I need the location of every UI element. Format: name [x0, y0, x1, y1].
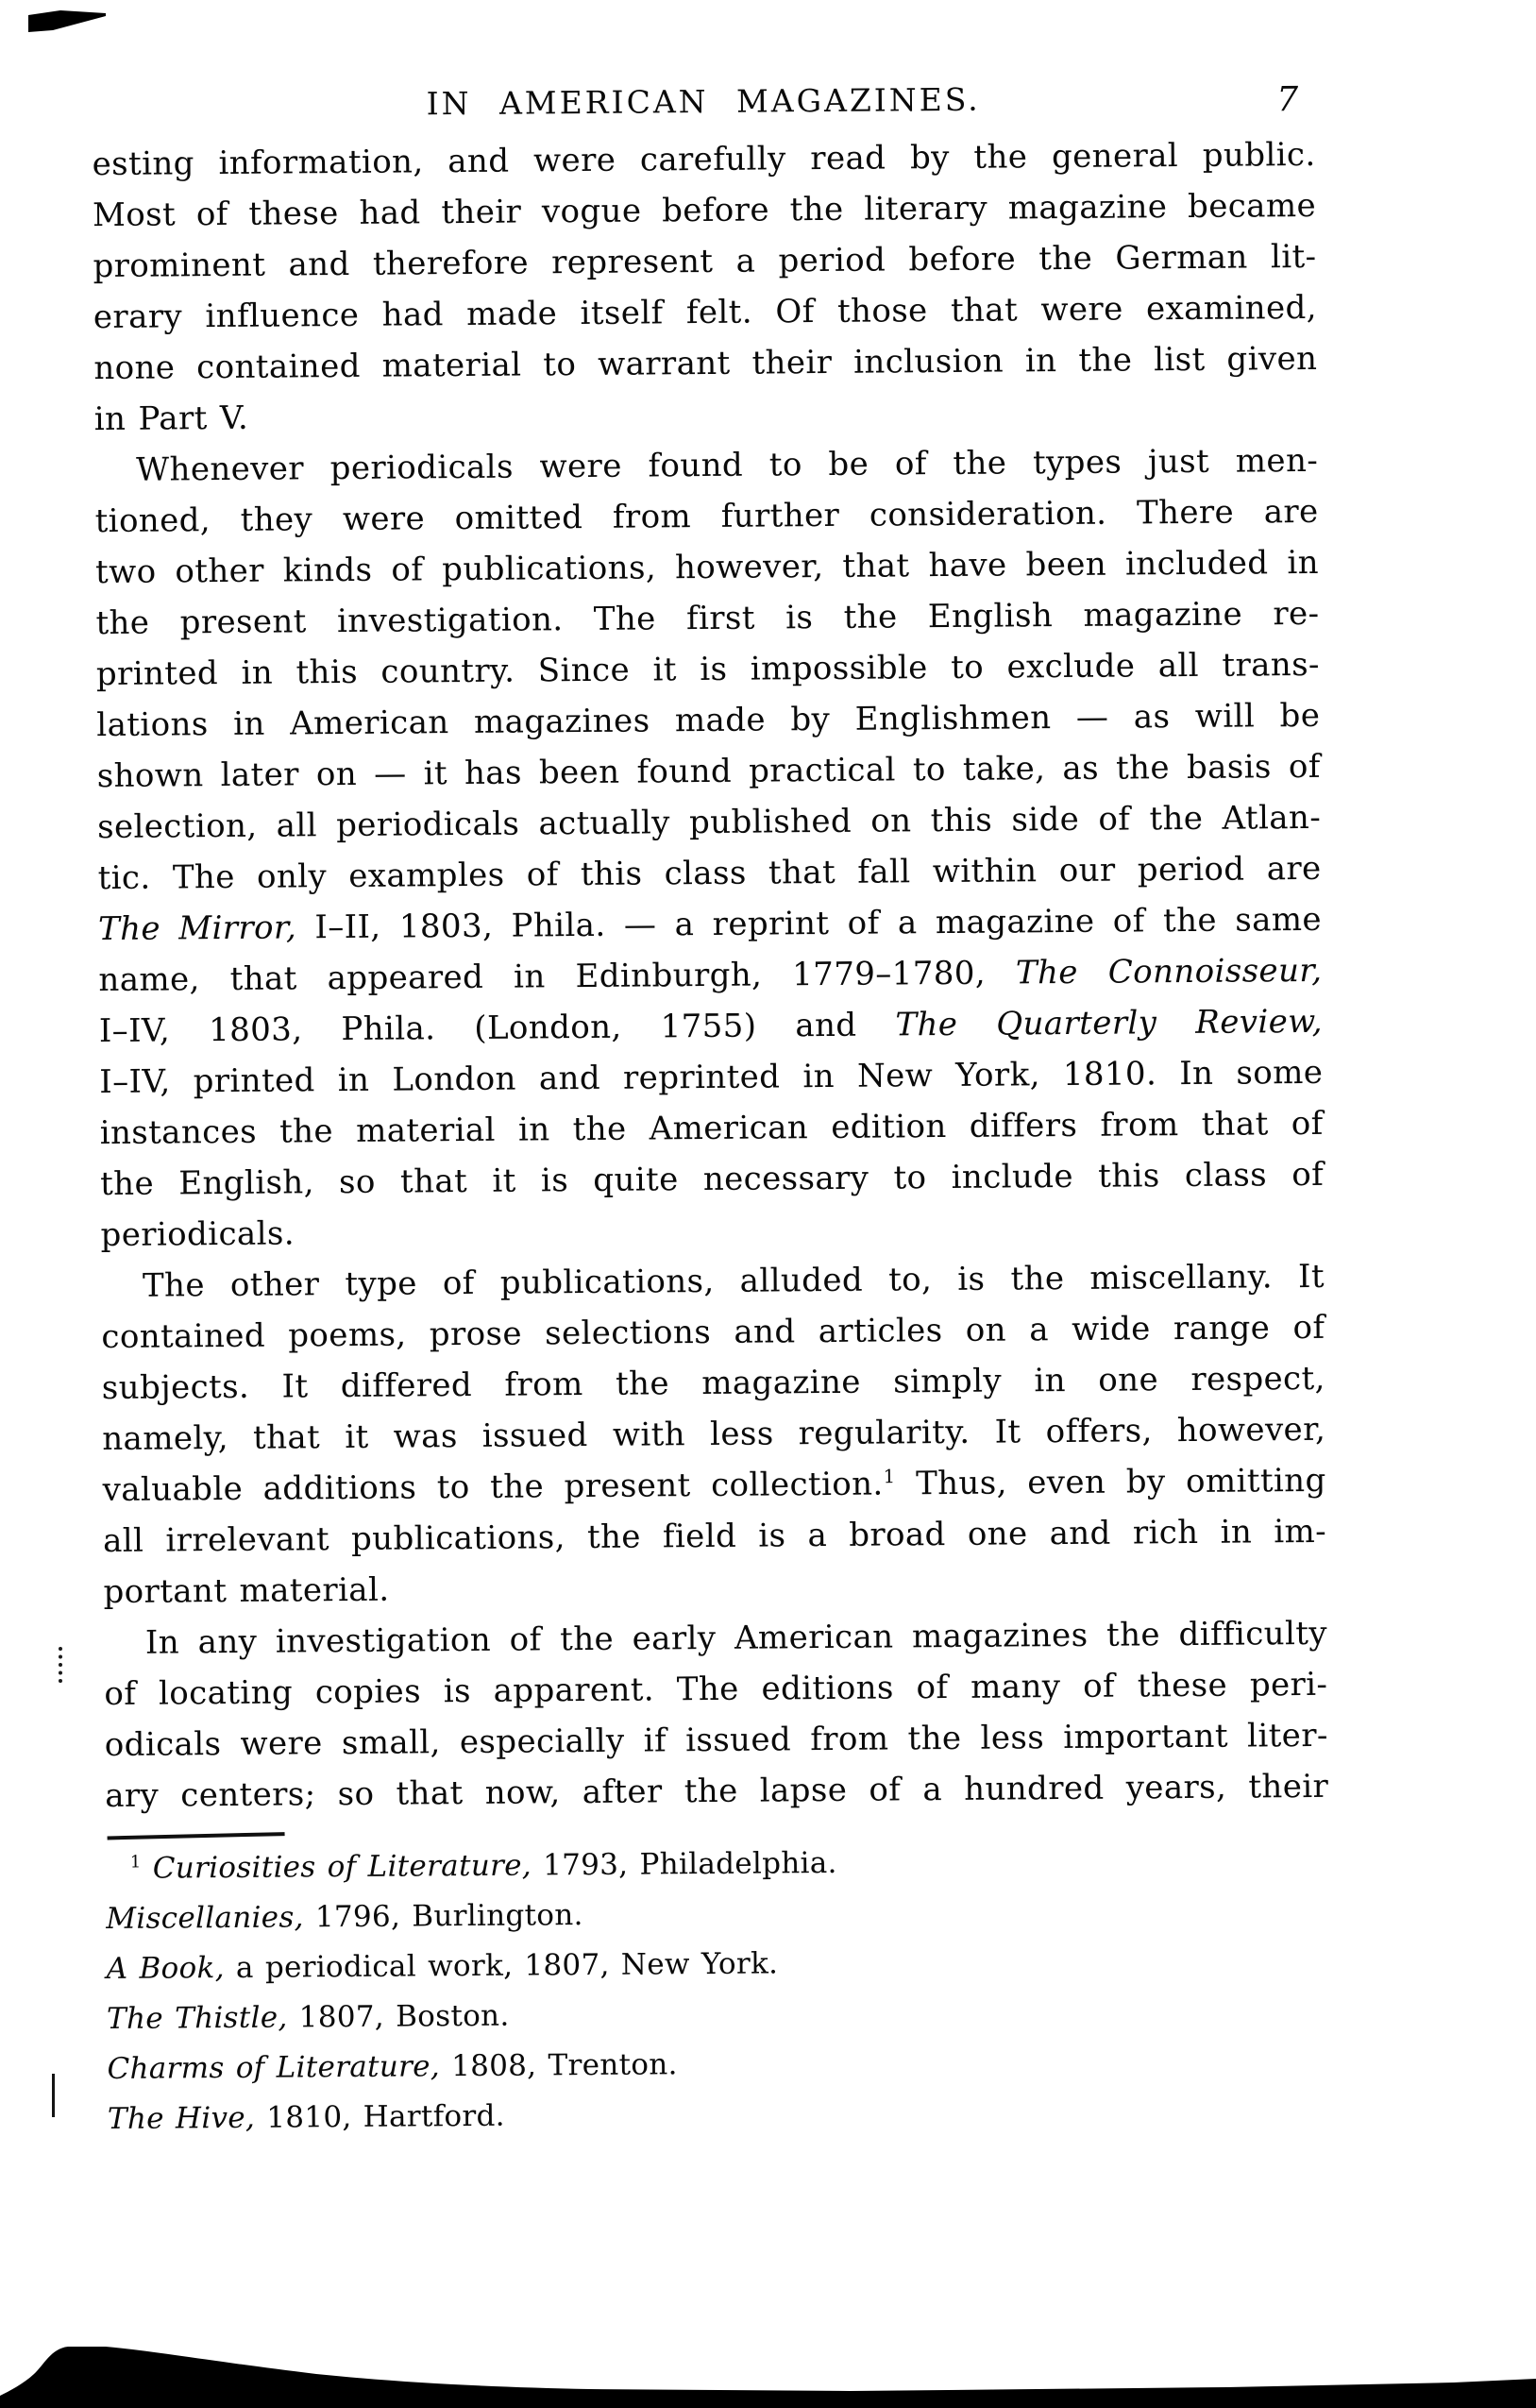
text-run: selection, all periodicals actually published on this side of the Atlan-: [97, 798, 1322, 847]
work-title: Curiosities of Literature,: [152, 1848, 532, 1886]
work-title: The Quarterly Review,: [895, 1002, 1323, 1044]
text-run: 1807, Boston.: [287, 1998, 510, 2035]
text-run: ary centers; so that now, after the lapse of a hundred years, their: [105, 1767, 1329, 1816]
text-run: none contained material to warrant their inclusion in the list given: [93, 339, 1318, 388]
text-run: Thus, even by omitting: [895, 1461, 1326, 1503]
text-run: 1808, Trenton.: [439, 2047, 678, 2084]
paragraph: [104, 1608, 1329, 1822]
text-line: [100, 1149, 1324, 1210]
paragraph: [101, 1251, 1327, 1618]
text-run: esting information, and were carefully read by the general public.: [92, 135, 1316, 184]
work-title: The Connoisseur,: [1015, 951, 1323, 992]
text-run: a periodical work, 1807, New York.: [224, 1946, 779, 1986]
text-run: shown later on — it has been found practical to take, as the basis of: [96, 747, 1321, 796]
text-run: tioned, they were omitted from further consideration. There are: [94, 492, 1319, 541]
footnote: [106, 1835, 1331, 2145]
work-title: Charms of Literature,: [107, 2049, 441, 2087]
page-header: [92, 76, 1315, 129]
text-run: erary influence had made itself felt. Of those that were examined,: [93, 288, 1318, 337]
text-run: 1793, Philadelphia.: [531, 1845, 837, 1883]
work-title: The Thistle,: [106, 2000, 288, 2037]
page-content: [92, 76, 1331, 2145]
footnote-rule: [108, 1832, 285, 1840]
text-run: prominent and therefore represent a period before the German lit-: [93, 237, 1317, 286]
text-run: The other type of publications, alluded to, is the miscellany. It: [142, 1257, 1325, 1305]
text-run: all irrelevant publications, the field is a broad one and rich in im-: [102, 1512, 1327, 1561]
text-run: in Part V.: [93, 399, 249, 439]
text-run: name, that appeared in Edinburgh, 1779–1780,: [98, 954, 1017, 1000]
paragraph: [92, 129, 1318, 445]
page-body: [92, 129, 1328, 1822]
text-run: namely, that it was issued with less regularity. It offers, however,: [102, 1410, 1326, 1459]
text-run: I–IV, printed in London and reprinted in New York, 1810. In some: [99, 1053, 1324, 1102]
text-line: [103, 1506, 1326, 1567]
text-run: portant material.: [103, 1570, 390, 1612]
text-run: I–IV, 1803, Phila. (London, 1755) and: [98, 1006, 896, 1051]
text-run: I–II, 1803, Phila. — a reprint of a magazine of the same: [295, 900, 1323, 947]
text-run: [141, 1852, 152, 1886]
text-run: subjects. It differed from the magazine simply in one respect,: [101, 1359, 1325, 1408]
text-line: [93, 333, 1317, 394]
text-run: valuable additions to the present collection.: [102, 1465, 884, 1510]
text-run: lations in American magazines made by Englishmen — as will be: [96, 696, 1321, 745]
scan-artifact-margin-mark: [52, 2074, 55, 2117]
text-run: Whenever periodicals were found to be of the types just men-: [136, 441, 1319, 489]
scan-artifact-bottom-band: [0, 2337, 1536, 2408]
paragraph: [94, 435, 1325, 1261]
text-run: 1796, Burlington.: [303, 1898, 583, 1935]
text-run: tic. The only examples of this class that fall within our period are: [97, 849, 1322, 898]
scan-artifact-top-wedge: [26, 9, 106, 34]
text-run: odicals were small, especially if issued from the less important liter-: [104, 1716, 1328, 1765]
text-run: the present investigation. The first is the English magazine re-: [95, 594, 1320, 643]
text-run: printed in this country. Since it is impossible to exclude all trans-: [95, 645, 1321, 694]
text-run: In any investigation of the early American magazines the difficulty: [144, 1614, 1328, 1662]
footnote-line: [108, 2085, 1331, 2145]
text-run: two other kinds of publications, however, that have been included in: [94, 543, 1320, 592]
text-run: the English, so that it is quite necessary to include this class of: [99, 1155, 1325, 1204]
text-run: periodicals.: [100, 1214, 295, 1255]
footnote-marker: 1: [129, 1852, 142, 1873]
footnote-marker: 1: [883, 1466, 896, 1488]
text-run: of locating copies is apparent. The editions of many of these peri-: [104, 1665, 1328, 1714]
text-run: 1810, Hartford.: [255, 2098, 505, 2135]
work-title: The Hive,: [107, 2100, 256, 2137]
page-number: 7: [1276, 80, 1299, 120]
text-line: [105, 1761, 1328, 1822]
text-run: contained poems, prose selections and articles on a wide range of: [101, 1308, 1325, 1357]
work-title: A Book,: [106, 1951, 225, 1987]
text-run: Most of these had their vogue before the literary magazine became: [92, 186, 1317, 235]
text-run: instances the material in the American edition differs from that of: [99, 1104, 1324, 1153]
work-title: Miscellanies,: [106, 1900, 304, 1937]
scan-artifact-margin-dash: [59, 1647, 62, 1683]
work-title: The Mirror,: [97, 908, 297, 949]
running-head: IN AMERICAN MAGAZINES.: [426, 80, 981, 123]
